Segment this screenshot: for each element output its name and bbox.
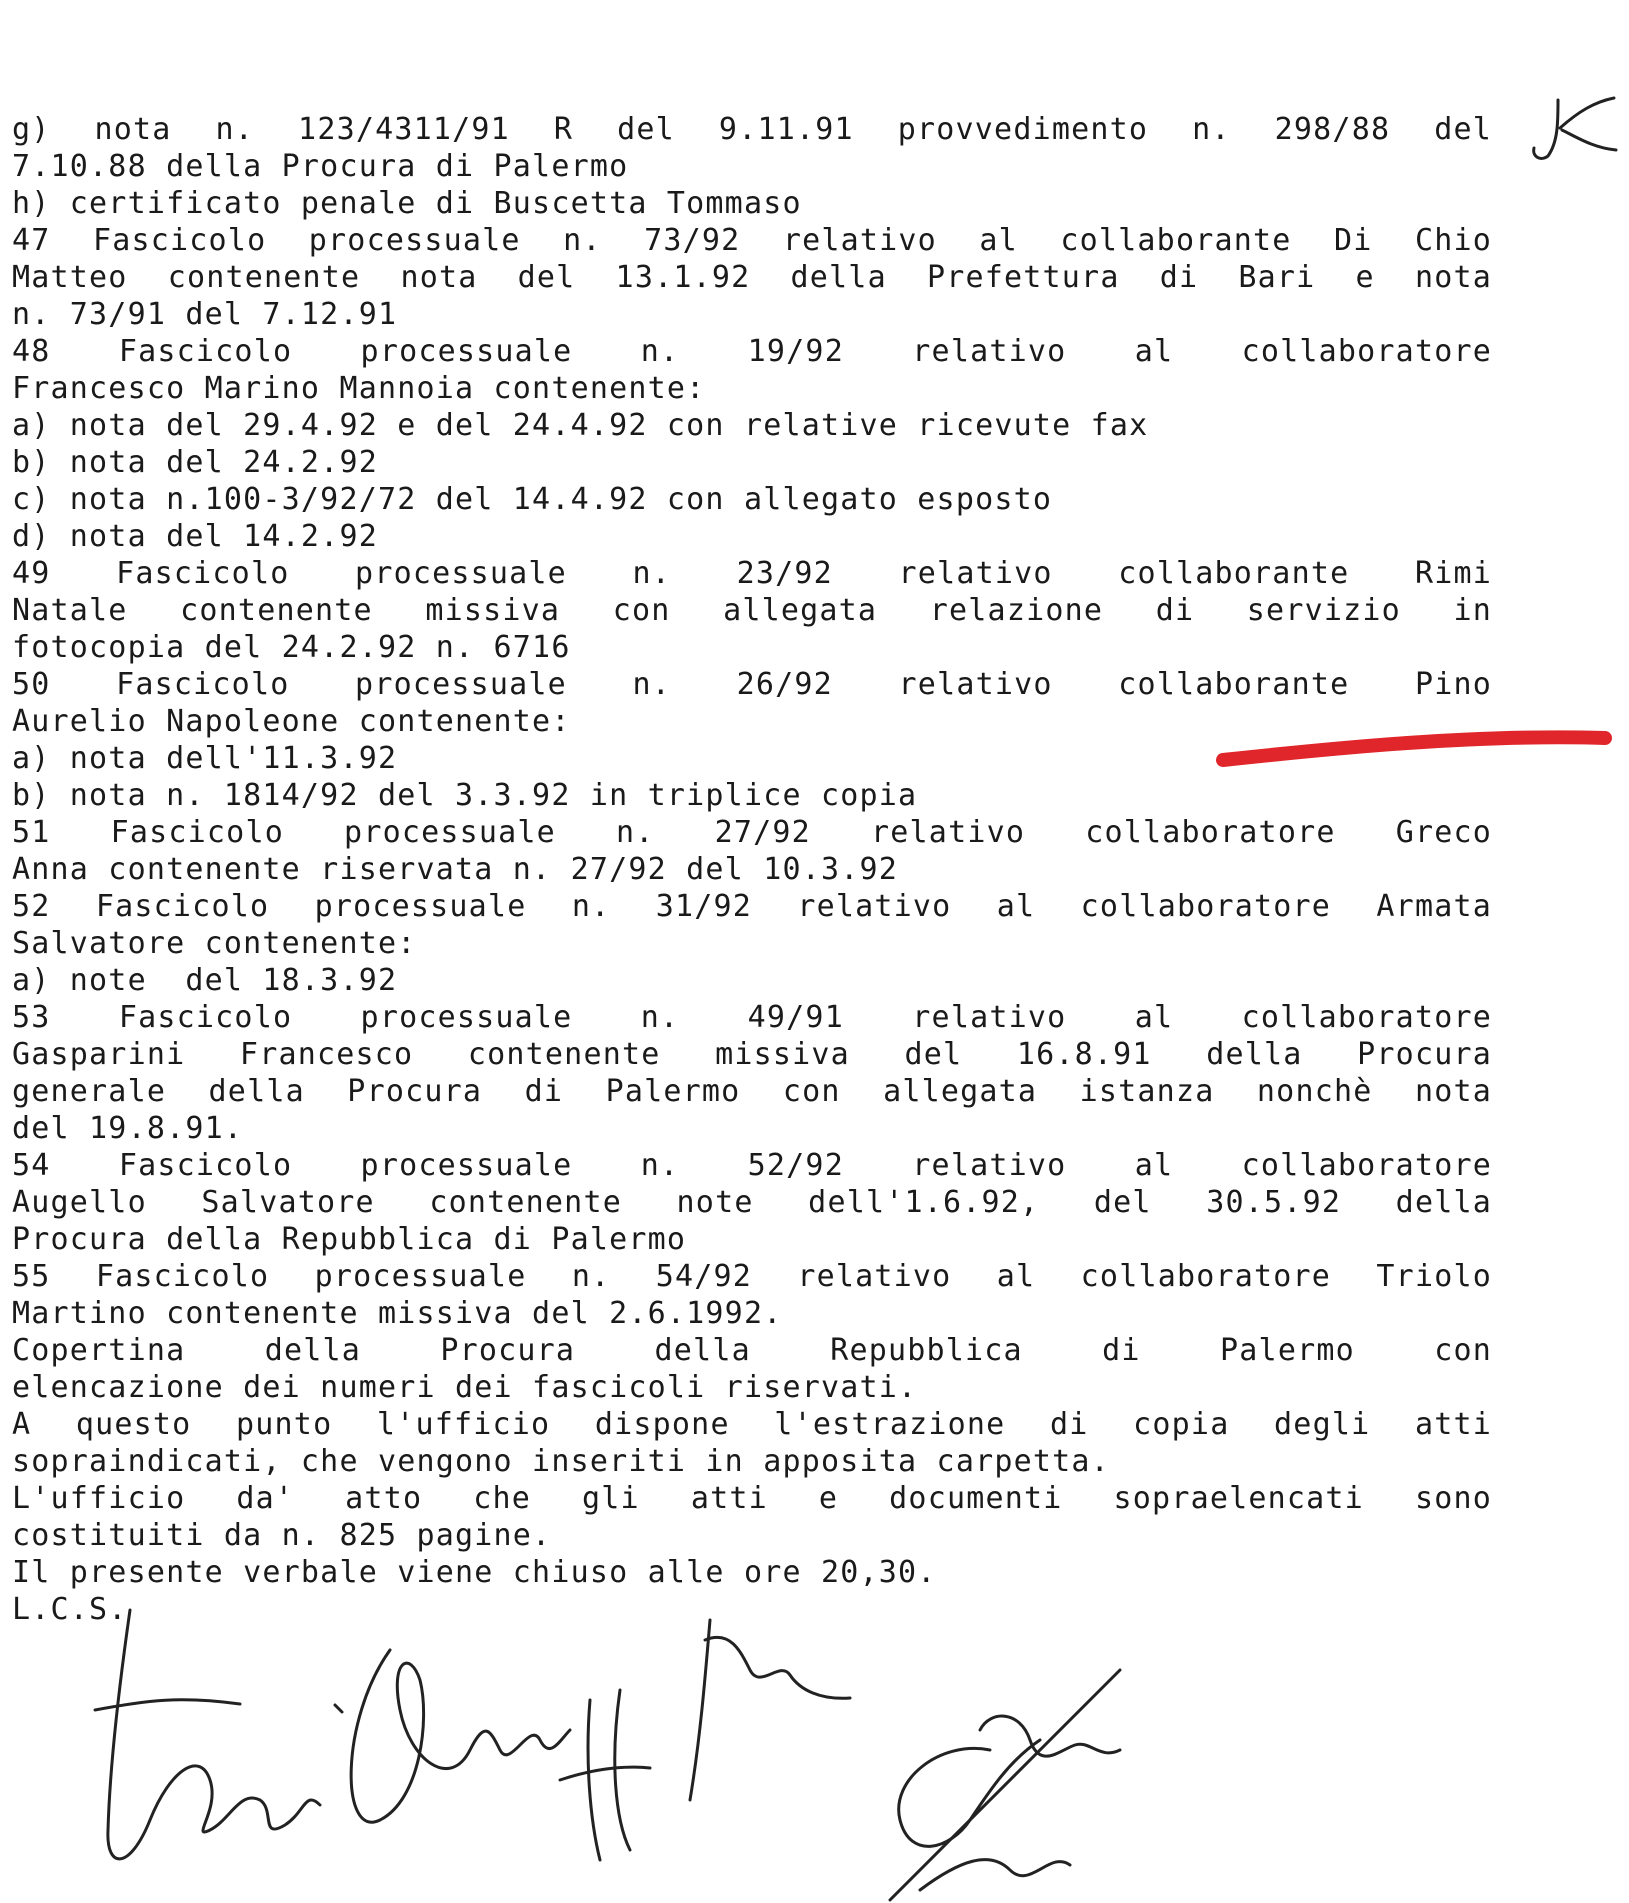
text-line: 50 Fascicolo processuale n. 26/92 relativo collaborante Pino [12,667,1492,702]
text-line: Il presente verbale viene chiuso alle ore 20,30. [12,1555,937,1590]
text-line: 55 Fascicolo processuale n. 54/92 relativo al collaboratore Triolo [12,1259,1492,1294]
text-line: 54 Fascicolo processuale n. 52/92 relativo al collaboratore [12,1148,1492,1183]
text-line: Gasparini Francesco contenente missiva del 16.8.91 della Procura [12,1037,1492,1072]
text-line: Salvatore contenente: [12,926,417,961]
text-line: 48 Fascicolo processuale n. 19/92 relativo al collaboratore [12,334,1492,369]
text-line: Augello Salvatore contenente note dell'1.6.92, del 30.5.92 della [12,1185,1492,1220]
text-line: Aurelio Napoleone contenente: [12,704,571,739]
text-line: L'ufficio da' atto che gli atti e documenti sopraelencati sono [12,1481,1492,1516]
text-line: Martino contenente missiva del 2.6.1992. [12,1296,783,1331]
text-line: 51 Fascicolo processuale n. 27/92 relativo collaboratore Greco [12,815,1492,850]
text-line: Francesco Marino Mannoia contenente: [12,371,706,406]
handwritten-margin-mark [1528,92,1620,164]
text-line: b) nota del 24.2.92 [12,445,378,480]
text-line: costituiti da n. 825 pagine. [12,1518,552,1553]
text-line: 53 Fascicolo processuale n. 49/91 relativo al collaboratore [12,1000,1492,1035]
text-line: 52 Fascicolo processuale n. 31/92 relativo al collaboratore Armata [12,889,1492,924]
text-line: A questo punto l'ufficio dispone l'estrazione di copia degli atti [12,1407,1492,1442]
text-line: Procura della Repubblica di Palermo [12,1222,687,1257]
text-line: a) nota dell'11.3.92 [12,741,398,776]
red-pen-stroke [1215,712,1615,772]
text-line: a) nota del 29.4.92 e del 24.4.92 con relative ricevute fax [12,408,1149,443]
handwritten-signatures [90,1600,1350,1903]
text-line: g) nota n. 123/4311/91 R del 9.11.91 provvedimento n. 298/88 del [12,112,1492,147]
text-line: h) certificato penale di Buscetta Tommaso [12,186,802,221]
text-line: a) note del 18.3.92 [12,963,398,998]
text-line: Matteo contenente nota del 13.1.92 della Prefettura di Bari e nota [12,260,1492,295]
text-line: b) nota n. 1814/92 del 3.3.92 in triplice copia [12,778,918,813]
text-line: 47 Fascicolo processuale n. 73/92 relativo al collaborante Di Chio [12,223,1492,258]
text-line: L.C.S. [12,1592,128,1627]
text-line: fotocopia del 24.2.92 n. 6716 [12,630,571,665]
text-line: n. 73/91 del 7.12.91 [12,297,398,332]
text-line: Anna contenente riservata n. 27/92 del 10.3.92 [12,852,899,887]
text-line: elencazione dei numeri dei fascicoli riservati. [12,1370,918,1405]
text-line: Copertina della Procura della Repubblica di Palermo con [12,1333,1492,1368]
text-line: Natale contenente missiva con allegata relazione di servizio in [12,593,1492,628]
text-line: generale della Procura di Palermo con allegata istanza nonchè nota [12,1074,1492,1109]
text-line: 49 Fascicolo processuale n. 23/92 relativo collaborante Rimi [12,556,1492,591]
text-line: d) nota del 14.2.92 [12,519,378,554]
text-line: c) nota n.100-3/92/72 del 14.4.92 con allegato esposto [12,482,1053,517]
text-line: sopraindicati, che vengono inseriti in apposita carpetta. [12,1444,1110,1479]
text-line: 7.10.88 della Procura di Palermo [12,149,629,184]
text-line: del 19.8.91. [12,1111,244,1146]
